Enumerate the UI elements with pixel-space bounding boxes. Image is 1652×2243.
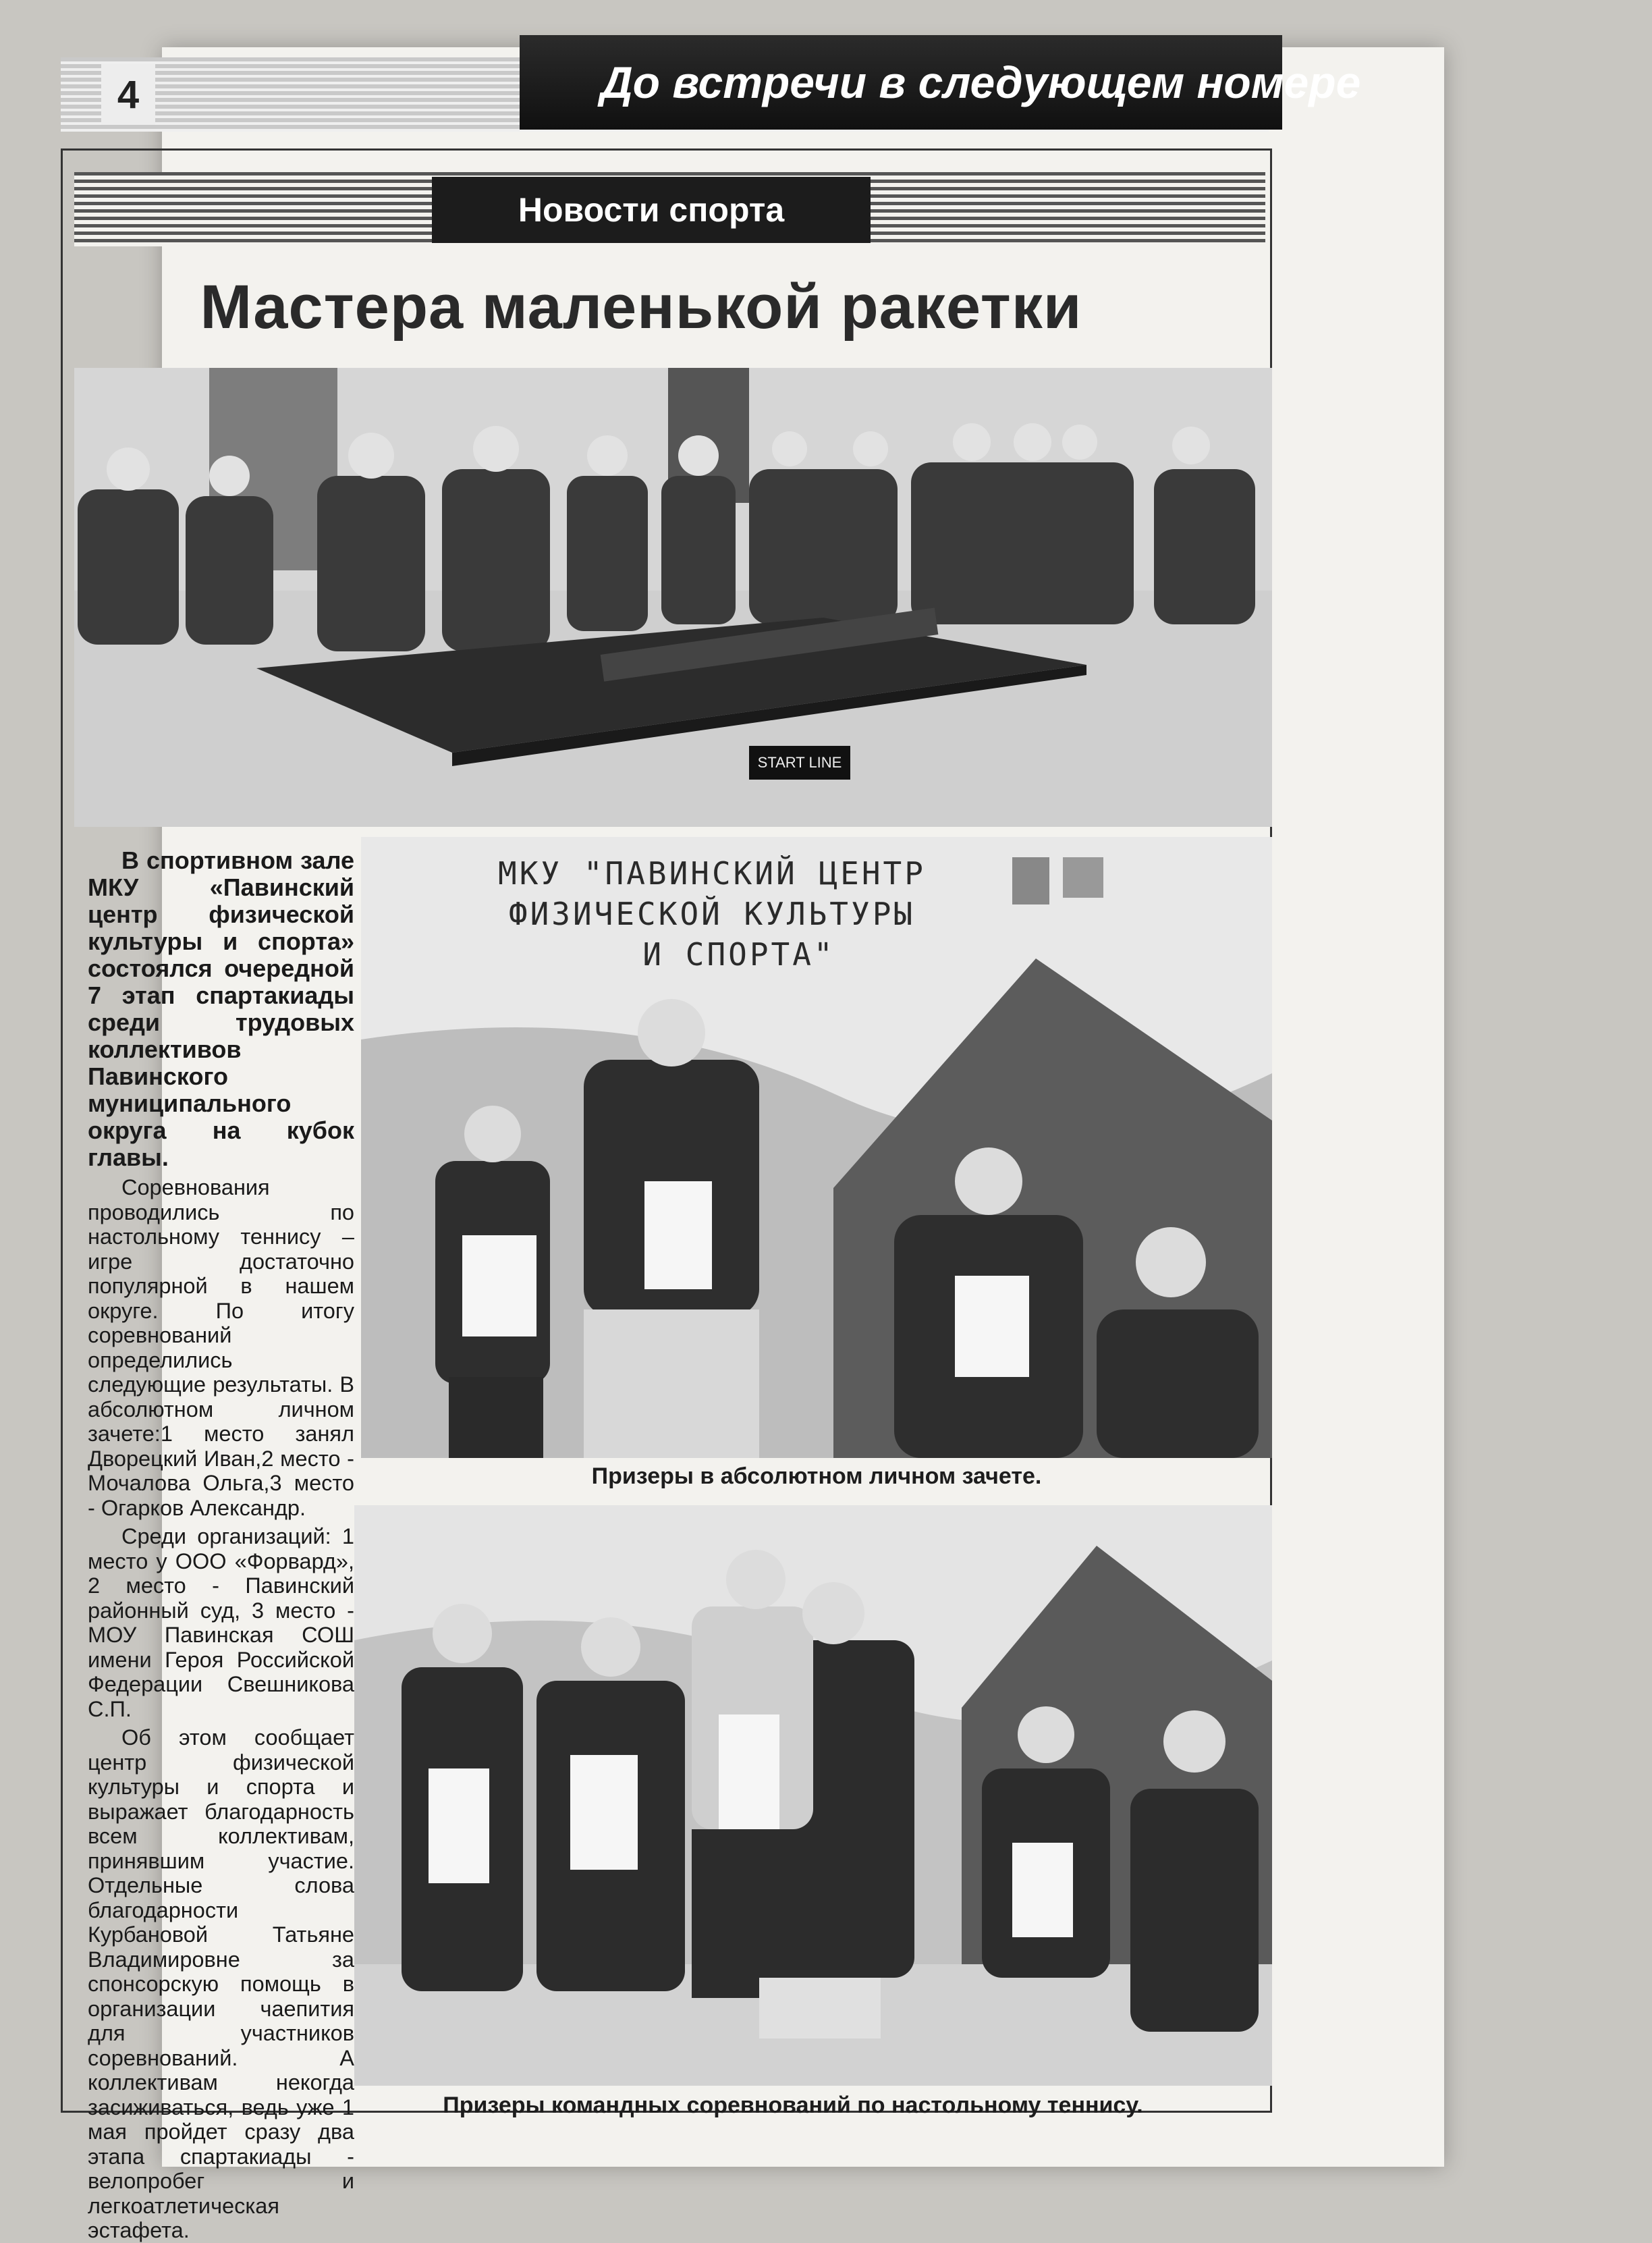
coat-of-arms [1012,857,1049,904]
article-paragraph: Среди организаций: 1 место у ООО «Форвард», 2 место - Павинский районный суд, 3 место - МОУ Павинская СОШ имени Героя Российской Федерации Свешникова С.П. [88,1524,354,1721]
article-headline: Мастера маленькой ракетки [200,273,1082,342]
poster-line-1: МКУ "ПАВИНСКИЙ ЦЕНТР [498,855,926,892]
caption-individual: Призеры в абсолютном личном зачете. [591,1463,1042,1489]
emblem [1063,857,1103,898]
poster-line-2: ФИЗИЧЕСКОЙ КУЛЬТУРЫ [508,896,916,932]
photo-team-winners [354,1505,1272,2086]
rubric-label: Новости спорта [432,177,871,243]
page-number: 4 [101,64,155,125]
photo-individual-winners [361,837,1272,1458]
next-issue-banner: До встречи в следующем номере [520,35,1282,130]
photo-participants-lineup [74,368,1272,827]
article-text-column [88,846,354,2242]
table-brand-label: START LINE [757,754,842,771]
caption-team: Призеры командных соревнований по настольному теннису. [443,2092,1143,2118]
article-paragraph: Об этом сообщает центр физической культуры и спорта и выражает благодарность всем коллективам, принявшим участие. Отдельные слова благодарности Курбановой Татьяне Владимировне за спонсорскую помощь в организации чаепития для участников соревнований. А коллективам некогда засиживаться, ведь уже 1 мая пройдет сразу два этапа спартакиады - велопробег и легкоатлетическая эстафета. [88,1725,354,2242]
article-lead: В спортивном зале МКУ «Павинский центр физической культуры и спорта» состоялся очередной 7 этап спартакиады среди трудовых коллективов Павинского муниципального округа на кубок главы. [88,846,354,1171]
article-paragraph: Соревнования проводились по настольному теннису – игре достаточно популярной в нашем округе. По итогу соревнований определились следующие результаты. В абсолютном личном зачете:1 место занял Дворецкий Иван,2 место - Мочалова Ольга,3 место - Огарков Александр. [88,1175,354,1520]
poster-line-3: И СПОРТА" [642,936,835,973]
